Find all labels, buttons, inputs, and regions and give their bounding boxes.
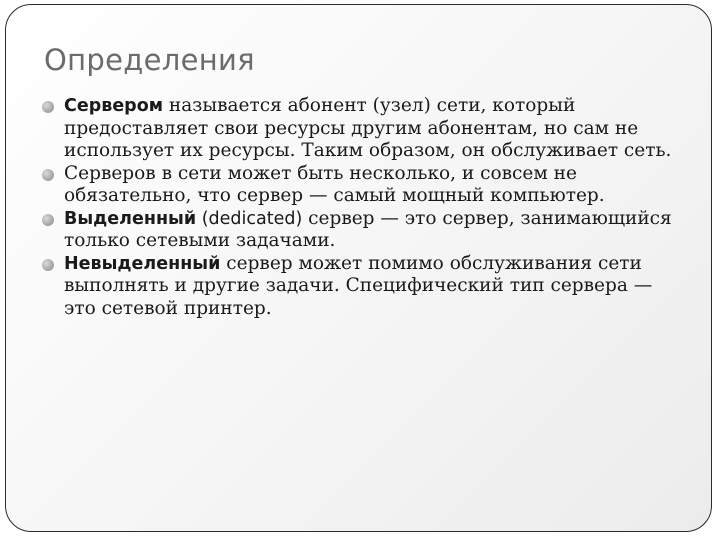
bullet-item-server-definition [40,95,680,163]
term-server: Сервером [64,96,164,116]
bullet-list [40,95,680,320]
bullet-text: сервер может помимо обслуживания сети выполнять и другие задачи. Специфический тип сервера — это сетевой принтер. [64,252,653,319]
bullet-text: Серверов в сети может быть несколько, и совсем не обязательно, что сервер — самый мощный компьютер. [64,162,605,206]
slide [5,4,712,532]
slide-title: Определения [44,43,255,77]
bullet-dot-icon [42,214,54,226]
bullet-item-servers-count [40,163,680,208]
bullet-item-dedicated-server [40,208,680,253]
bullet-dot-icon [42,101,54,113]
bullet-dot-icon [42,169,54,181]
term-non-dedicated: Невыделенный [64,253,221,274]
bullet-text: сервер — это сервер, занимающийся только сетевыми задачами. [64,207,672,251]
bullet-text: называется абонент (узел) сети, который предоставляет свои ресурсы другим абонентам, но сам не использует их ресурсы. Таким образом, он обслуживает сеть. [64,95,672,161]
bullet-dot-icon [42,259,54,271]
term-dedicated: Выделенный [64,208,197,229]
bullet-item-non-dedicated-server [40,253,680,321]
term-dedicated-english: (dedicated) [196,208,303,229]
